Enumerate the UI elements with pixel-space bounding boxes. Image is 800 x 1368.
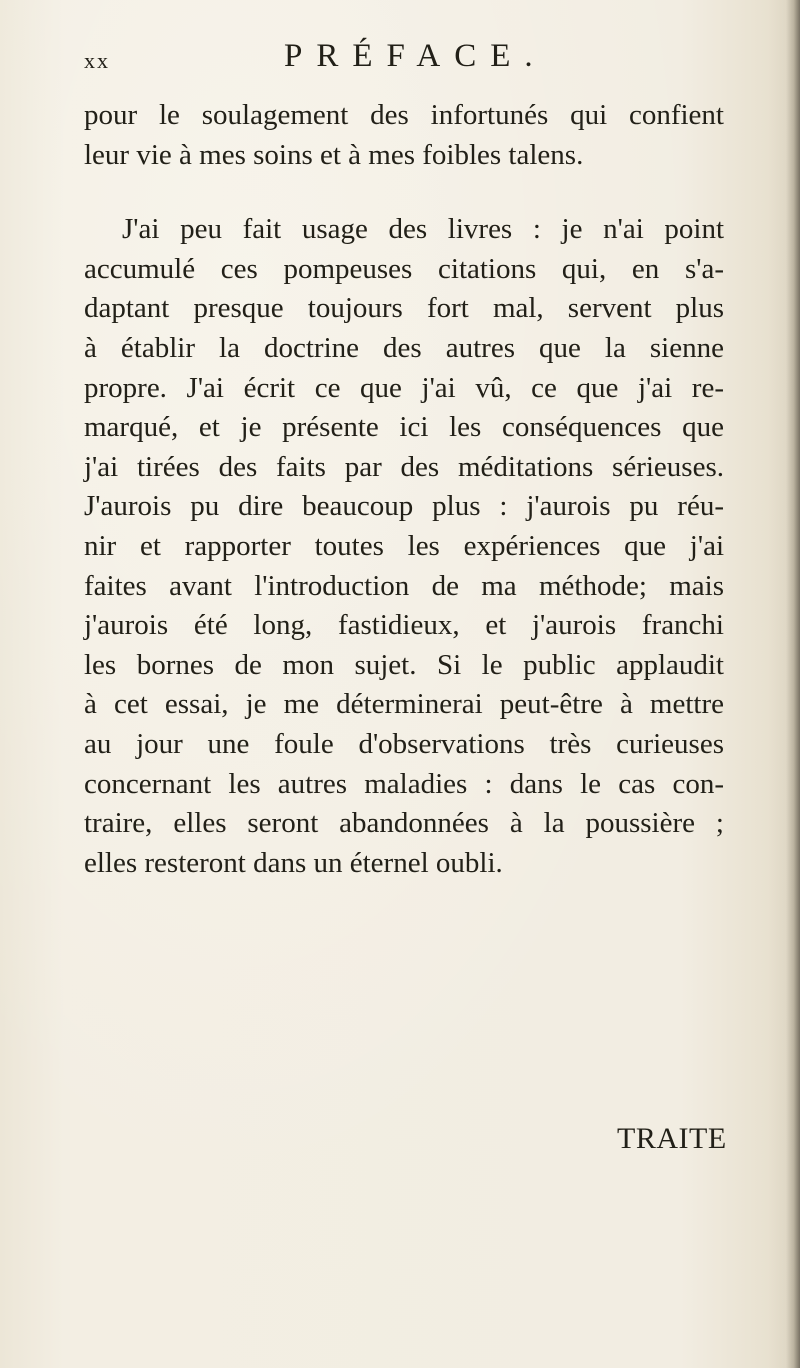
text-line: J'ai peu fait usage des livres : je n'ai point — [122, 213, 724, 246]
text-line: à établir la doctrine des autres que la sienne — [84, 331, 724, 364]
text-line: nir et rapporter toutes les expériences que j'ai — [84, 529, 724, 562]
page-number: xx — [84, 48, 110, 73]
page-edge-shadow — [786, 0, 800, 1368]
text-line: accumulé ces pompeuses citations qui, en s'a- — [84, 252, 724, 285]
text-line: les bornes de mon sujet. Si le public applaudit — [84, 648, 724, 681]
text-line: J'aurois pu dire beaucoup plus : j'aurois pu réu- — [84, 490, 724, 523]
text-line: j'ai tirées des faits par des méditations sérieuses. — [84, 450, 724, 483]
running-title: PRÉFACE. — [284, 38, 547, 74]
text-line: marqué, et je présente ici les conséquences que — [84, 411, 724, 444]
text-line: pour le soulagement des infortunés qui confient — [84, 99, 724, 131]
text-line: concernant les autres maladies : dans le cas con- — [84, 767, 724, 800]
text-line: elles resteront dans un éternel oubli. — [84, 846, 503, 879]
text-line: traire, elles seront abandonnées à la poussière ; — [84, 807, 724, 840]
text-line: au jour une foule d'observations très curieuses — [84, 727, 724, 760]
text-line: j'aurois été long, fastidieux, et j'aurois franchi — [84, 609, 724, 642]
text-line: propre. J'ai écrit ce que j'ai vû, ce que j'ai re- — [84, 371, 724, 404]
text-line: daptant presque toujours fort mal, servent plus — [84, 292, 724, 325]
catchword: TRAITE — [617, 1122, 727, 1155]
page-header — [84, 34, 724, 84]
text-line: leur vie à mes soins et à mes foibles talens. — [84, 138, 584, 171]
text-line: faites avant l'introduction de ma méthode; mais — [84, 569, 724, 602]
body-text — [84, 96, 724, 883]
text-line: à cet essai, je me déterminerai peut-être à mettre — [84, 688, 724, 721]
paragraph-gap — [84, 175, 724, 210]
